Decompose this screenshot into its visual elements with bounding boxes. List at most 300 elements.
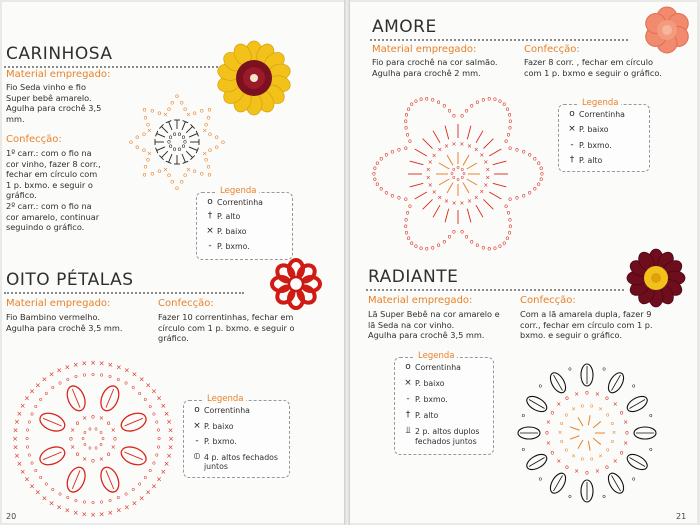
chain-stitch: o <box>183 104 188 113</box>
middle-stitch: × <box>594 468 600 476</box>
radiante-flower-photo <box>626 250 686 306</box>
chain-stitch: o <box>99 372 104 379</box>
chain-stitch: o <box>508 223 513 231</box>
chain-stitch: o <box>99 441 103 448</box>
chain-stitch: o <box>462 171 466 177</box>
chain-stitch: o <box>91 372 95 378</box>
radiante-material-heading: Material empregado: <box>368 295 473 306</box>
chain-stitch: o <box>83 441 87 448</box>
single-stitch: × <box>431 188 437 196</box>
chain-stitch: o <box>460 166 464 173</box>
chain-stitch: o <box>372 165 377 173</box>
single-stitch: × <box>29 482 35 491</box>
legend-treble-symbol: † <box>207 211 213 221</box>
chain-stitch: o <box>493 95 497 103</box>
chain-stitch: o <box>166 171 171 180</box>
chain-stitch: o <box>447 233 452 241</box>
chain-stitch: o <box>375 181 380 189</box>
middle-stitch: × <box>623 419 629 427</box>
chain-stitch: o <box>82 372 87 379</box>
amore-confeccao-heading: Confecção: <box>524 44 580 55</box>
carinhosa-material-heading: Material empregado: <box>6 69 111 80</box>
chain-stitch: o <box>527 151 532 159</box>
chain-stitch: o <box>208 146 213 155</box>
chain-stitch: o <box>533 185 537 193</box>
single-stitch: × <box>123 366 130 375</box>
inner-stitch: × <box>82 455 88 463</box>
single-stitch: × <box>444 198 450 206</box>
legend-cluster-label: 4 p. altos fechados <box>204 452 278 462</box>
chain-stitch: o <box>631 383 636 390</box>
treble-stitch <box>588 415 590 425</box>
middle-stitch: × <box>612 457 618 465</box>
chain-stitch: o <box>143 397 148 404</box>
single-stitch: × <box>16 460 23 469</box>
single-stitch: × <box>427 182 433 190</box>
chain-stitch: o <box>460 175 464 182</box>
chain-stitch: o <box>27 419 31 426</box>
single-stitch: × <box>14 451 20 460</box>
chain-stitch: o <box>183 171 188 180</box>
chain-stitch: o <box>481 244 486 252</box>
chain-stitch: o <box>172 130 177 138</box>
chain-stitch: o <box>116 376 120 383</box>
chain-stitch: o <box>481 96 486 104</box>
single-stitch: × <box>162 110 169 119</box>
chain-stitch: o <box>135 142 140 151</box>
chain-stitch: o <box>82 499 87 506</box>
chain-stitch: o <box>469 238 474 246</box>
inner-stitch: o <box>605 412 610 419</box>
single-stitch: × <box>64 506 71 515</box>
legend-treble-label: P. alto <box>415 410 439 420</box>
radiante-confeccao-text: Com a lã amarela dupla, fazer 9 corr., fechar em círculo com 1 p. bxmo. e seguir o gráfico. <box>520 309 653 341</box>
chain-stitch: o <box>384 151 389 159</box>
inner-stitch: × <box>557 430 563 436</box>
single-stitch: × <box>185 165 192 174</box>
chain-stitch: o <box>379 185 383 193</box>
chain-stitch: o <box>94 445 98 452</box>
inner-stitch: o <box>91 413 95 421</box>
chain-stitch: o <box>155 452 159 459</box>
legend-chain-label: Correntinha <box>579 109 625 119</box>
chain-stitch: o <box>143 113 148 122</box>
chain-stitch: o <box>88 445 92 452</box>
single-stitch: × <box>479 152 485 160</box>
chain-stitch: o <box>129 138 133 146</box>
chain-stitch: o <box>406 235 411 243</box>
single-stitch: × <box>483 158 489 166</box>
chain-stitch: o <box>403 223 408 231</box>
chain-stitch: o <box>74 374 78 381</box>
chain-stitch: o <box>135 133 140 142</box>
chain-stitch: o <box>168 143 173 151</box>
chain-stitch: o <box>204 155 209 164</box>
chain-stitch: o <box>179 98 184 107</box>
chain-stitch: o <box>408 202 412 210</box>
chain-stitch: o <box>539 165 544 173</box>
single-stitch: × <box>123 503 130 512</box>
chain-stitch: o <box>498 243 502 251</box>
chain-stitch: o <box>540 170 544 178</box>
chain-stitch: o <box>450 171 454 177</box>
single-stitch: × <box>163 460 170 469</box>
inner-stitch: o <box>69 435 73 443</box>
chain-stitch: o <box>397 194 401 202</box>
chain-stitch: o <box>414 97 418 105</box>
chain-stitch: o <box>505 235 510 243</box>
chain-stitch: o <box>442 238 447 246</box>
chain-stitch: o <box>137 390 142 397</box>
chain-stitch: o <box>156 427 161 434</box>
legend-slip-label: P. bxmo. <box>204 436 237 446</box>
oito-petalas-legend-title: Legenda <box>204 394 246 404</box>
single-stitch: × <box>19 467 26 476</box>
treble-stitch <box>186 151 192 157</box>
chain-stitch: o <box>419 95 423 103</box>
middle-stitch: o <box>625 429 629 437</box>
treble-stitch <box>182 122 185 130</box>
chain-stitch: o <box>207 105 212 114</box>
middle-stitch: o <box>585 469 589 477</box>
radiante-title: RADIANTE <box>368 267 459 287</box>
treble-stitch <box>578 440 583 449</box>
chain-stitch: o <box>539 175 544 183</box>
treble-stitch <box>467 209 471 223</box>
chain-stitch: o <box>447 107 452 115</box>
chain-stitch: o <box>101 436 105 442</box>
chain-stitch: o <box>405 131 410 139</box>
chain-stitch: o <box>515 194 519 202</box>
treble-stitch <box>593 438 601 444</box>
legend-slip-symbol: - <box>406 394 410 404</box>
chain-stitch: o <box>521 447 525 454</box>
legend-double-cluster-label-cont: fechados juntos <box>415 437 477 446</box>
radiante-confeccao-heading: Confecção: <box>520 295 576 306</box>
chain-stitch: o <box>568 366 572 373</box>
inner-stitch: o <box>564 412 569 419</box>
single-stitch: × <box>34 381 41 390</box>
inner-stitch: o <box>75 451 80 459</box>
chain-stitch: o <box>199 106 204 115</box>
middle-stitch: × <box>556 401 562 409</box>
chain-stitch: o <box>168 133 173 141</box>
chain-stitch: o <box>145 155 150 164</box>
single-stitch: × <box>14 418 20 427</box>
treble-stitch <box>415 192 427 199</box>
legend-slip-symbol: - <box>570 140 574 150</box>
treble-stitch <box>189 134 197 137</box>
inner-stitch: o <box>106 451 111 459</box>
chain-stitch: o <box>649 447 653 454</box>
inner-stitch: o <box>605 447 610 454</box>
middle-stitch: o <box>545 429 549 437</box>
chain-stitch: o <box>166 104 171 113</box>
single-stitch: × <box>131 499 138 508</box>
inner-stitch: o <box>559 420 564 427</box>
chain-stitch: o <box>504 138 508 146</box>
treble-stitch <box>588 441 590 451</box>
chain-stitch: o <box>157 108 162 117</box>
single-stitch: × <box>145 381 152 390</box>
single-stitch: × <box>162 165 169 174</box>
legend-treble-label: P. alto <box>217 211 241 221</box>
inner-stitch: o <box>75 419 80 427</box>
middle-stitch: o <box>550 449 555 457</box>
chain-stitch: o <box>156 444 161 451</box>
treble-stitch <box>445 126 449 140</box>
inner-stitch: o <box>113 435 117 443</box>
single-stitch: × <box>90 359 96 367</box>
chain-stitch: o <box>137 481 142 488</box>
chain-stitch: o <box>498 97 502 105</box>
carinhosa-confeccao-text: 1º carr.: com o fio na cor vinho, fazer 8 corr., fechar em círculo com 1 p. bxmo. e seguir o gráfico. 2º carr.: com o fio na cor amarelo, continuar seguindo o gráfico. <box>6 148 101 233</box>
single-stitch: × <box>19 402 26 411</box>
chain-stitch: o <box>430 244 435 252</box>
chain-stitch: o <box>25 444 30 451</box>
single-stitch: × <box>466 198 473 206</box>
chain-stitch: o <box>390 148 395 156</box>
single-stitch: × <box>201 149 208 158</box>
inner-stitch: o <box>580 403 584 410</box>
chain-stitch: o <box>507 229 512 237</box>
chain-stitch: o <box>179 177 184 186</box>
chain-stitch: o <box>131 486 135 493</box>
middle-stitch: o <box>619 449 624 457</box>
single-stitch: × <box>81 510 88 519</box>
chain-stitch: o <box>508 216 512 224</box>
chain-stitch: o <box>207 170 212 179</box>
single-stitch: × <box>185 110 192 119</box>
chain-stitch: o <box>177 146 182 154</box>
chain-stitch: o <box>192 108 197 117</box>
middle-stitch: × <box>594 390 600 398</box>
chain-stitch: o <box>51 486 55 493</box>
single-stitch: × <box>146 126 153 135</box>
left-page <box>2 2 344 523</box>
chain-stitch: o <box>631 476 636 483</box>
chain-stitch: o <box>183 138 187 146</box>
chain-stitch: o <box>502 101 507 109</box>
single-stitch: × <box>41 494 48 503</box>
chain-stitch: o <box>148 468 152 474</box>
chain-stitch: o <box>177 130 182 138</box>
chain-stitch: o <box>487 245 492 253</box>
chain-stitch: o <box>406 105 411 113</box>
cluster-line <box>72 389 80 407</box>
chain-stitch: o <box>214 142 219 151</box>
chain-stitch: o <box>521 412 525 419</box>
amore-diagram <box>368 84 548 264</box>
chain-stitch: o <box>538 383 543 390</box>
single-stitch: × <box>34 488 41 497</box>
inner-stitch: o <box>590 456 594 463</box>
single-stitch: × <box>437 146 443 154</box>
treble-stitch <box>415 149 427 156</box>
inner-stitch: × <box>571 406 576 413</box>
chain-stitch: o <box>141 129 146 138</box>
treble-stitch <box>169 122 172 130</box>
oito-petalas-flower-photo <box>270 258 322 310</box>
chain-stitch: o <box>397 146 401 154</box>
chain-stitch: o <box>460 112 464 120</box>
treble-stitch <box>489 192 501 199</box>
chain-stitch: o <box>66 495 70 502</box>
chain-stitch: o <box>83 430 87 437</box>
carinhosa-material-text: Fio Seda vinho e fio Super bebê amarelo. Agulha para crochê 3,5 mm. <box>6 82 102 124</box>
single-stitch: × <box>12 435 18 443</box>
single-stitch: × <box>12 443 19 452</box>
chain-stitch: o <box>175 184 179 192</box>
oito-petalas-divider <box>4 292 244 294</box>
inner-stitch: o <box>580 456 584 463</box>
chain-stitch: o <box>108 497 112 504</box>
chain-stitch: o <box>157 436 161 442</box>
inner-stitch: × <box>598 406 603 413</box>
chain-stitch: o <box>157 167 162 176</box>
single-stitch: × <box>98 510 105 519</box>
inner-stitch: o <box>559 439 564 446</box>
single-stitch: × <box>81 359 88 368</box>
middle-stitch: × <box>556 457 562 465</box>
single-stitch: × <box>479 188 485 196</box>
single-stitch: × <box>160 467 167 476</box>
treble-stitch <box>161 126 167 132</box>
single-stitch: × <box>160 402 167 411</box>
amore-material-text: Fio para crochê na cor salmão. Agulha para crochê 2 mm. <box>372 57 498 78</box>
chain-stitch: o <box>143 162 148 171</box>
chain-stitch: o <box>208 129 213 138</box>
chain-stitch: o <box>204 120 209 129</box>
treble-stitch <box>570 427 579 430</box>
single-stitch: × <box>485 174 491 182</box>
chain-stitch: o <box>58 380 62 387</box>
chain-stitch: o <box>390 192 395 200</box>
inner-stitch: o <box>590 403 594 410</box>
treble-stitch <box>467 126 471 140</box>
inner-stitch: × <box>70 443 76 451</box>
chain-stitch: o <box>38 397 43 404</box>
chain-stitch: o <box>536 159 541 167</box>
single-stitch: × <box>29 387 35 396</box>
chain-stitch: o <box>602 493 606 500</box>
inner-stitch: × <box>571 453 576 460</box>
single-stitch: × <box>90 511 96 519</box>
treble-stitch <box>489 149 501 156</box>
single-stitch: × <box>425 166 431 174</box>
inner-stitch: × <box>98 415 104 423</box>
chain-stitch: o <box>25 427 30 434</box>
chain-stitch: o <box>527 189 532 197</box>
chain-stitch: o <box>124 491 128 498</box>
single-stitch: × <box>443 142 450 150</box>
chain-stitch: o <box>504 202 508 210</box>
amore-title: AMORE <box>372 17 437 37</box>
chain-stitch: o <box>141 146 146 155</box>
chain-stitch: o <box>155 419 159 426</box>
middle-stitch: o <box>565 394 569 402</box>
legend-cluster-label-cont: juntos <box>204 462 228 471</box>
chain-stitch: o <box>430 96 435 104</box>
chain-stitch: o <box>521 148 526 156</box>
single-stitch: × <box>16 409 23 418</box>
legend-cluster-symbol: ⦶ <box>193 452 201 462</box>
chain-stitch: o <box>181 133 186 141</box>
single-stitch: × <box>151 387 157 396</box>
legend-single-symbol: × <box>404 378 412 388</box>
legend-chain-label: Correntinha <box>204 405 250 415</box>
chain-stitch: o <box>404 111 409 119</box>
middle-stitch: × <box>574 468 580 476</box>
treble-stitch <box>433 205 440 217</box>
amore-flower-photo <box>642 6 692 54</box>
single-stitch: × <box>145 488 152 497</box>
chain-stitch: o <box>452 228 456 236</box>
radiante-material-text: Lã Super Bebê na cor amarelo e lã Seda na cor vinho. Agulha para crochê 3,5 mm. <box>368 309 500 341</box>
chain-stitch: o <box>649 412 653 419</box>
legend-chain-label: Correntinha <box>415 362 461 372</box>
middle-stitch: × <box>612 401 618 409</box>
radiante-legend <box>394 351 494 455</box>
middle-stitch: o <box>619 409 624 417</box>
chain-stitch: o <box>167 138 171 146</box>
legend-chain-symbol: o <box>569 109 575 119</box>
treble-stitch <box>186 126 192 132</box>
treble-stitch <box>445 209 449 223</box>
single-stitch: × <box>48 370 55 379</box>
chain-stitch: o <box>131 385 135 392</box>
legend-single-label: P. baixo <box>579 124 609 134</box>
chain-stitch: o <box>27 452 31 459</box>
amore-divider <box>370 39 628 41</box>
chain-stitch: o <box>88 426 92 433</box>
carinhosa-confeccao-heading: Confecção: <box>6 134 62 145</box>
single-stitch: × <box>41 375 48 384</box>
legend-slip-symbol: - <box>208 241 212 251</box>
chain-stitch: o <box>81 436 85 442</box>
legend-single-symbol: × <box>568 124 576 134</box>
single-stitch: × <box>138 375 145 384</box>
chain-stitch: o <box>424 245 429 253</box>
single-stitch: × <box>437 194 443 202</box>
chain-stitch: o <box>44 390 49 397</box>
treble-stitch <box>447 155 453 165</box>
oito-petalas-confeccao-heading: Confecção: <box>158 298 214 309</box>
treble-stitch <box>463 183 469 193</box>
treble-stitch <box>493 183 507 187</box>
inner-stitch: o <box>564 447 569 454</box>
chain-stitch: o <box>51 385 55 392</box>
legend-slip-symbol: - <box>195 436 199 446</box>
single-stitch: × <box>168 435 174 443</box>
chain-stitch: o <box>436 242 441 250</box>
chain-stitch: o <box>493 245 497 253</box>
single-stitch: × <box>64 363 71 372</box>
single-stitch: × <box>167 426 174 435</box>
chain-stitch: o <box>508 124 512 132</box>
inner-stitch: o <box>106 419 111 427</box>
chain-stitch: o <box>38 474 43 481</box>
amore-confeccao-text: Fazer 8 corr. , fechar em círculo com 1 p. bxmo e seguir o gráfico. <box>524 57 662 78</box>
chain-stitch: o <box>152 460 156 467</box>
legend-slip-label: P. bxmo. <box>415 394 448 404</box>
inner-stitch: × <box>98 455 104 463</box>
single-stitch: × <box>163 409 170 418</box>
chain-stitch: o <box>521 192 526 200</box>
single-stitch: × <box>115 363 122 372</box>
chain-stitch: o <box>150 169 155 178</box>
treble-stitch <box>157 147 165 150</box>
